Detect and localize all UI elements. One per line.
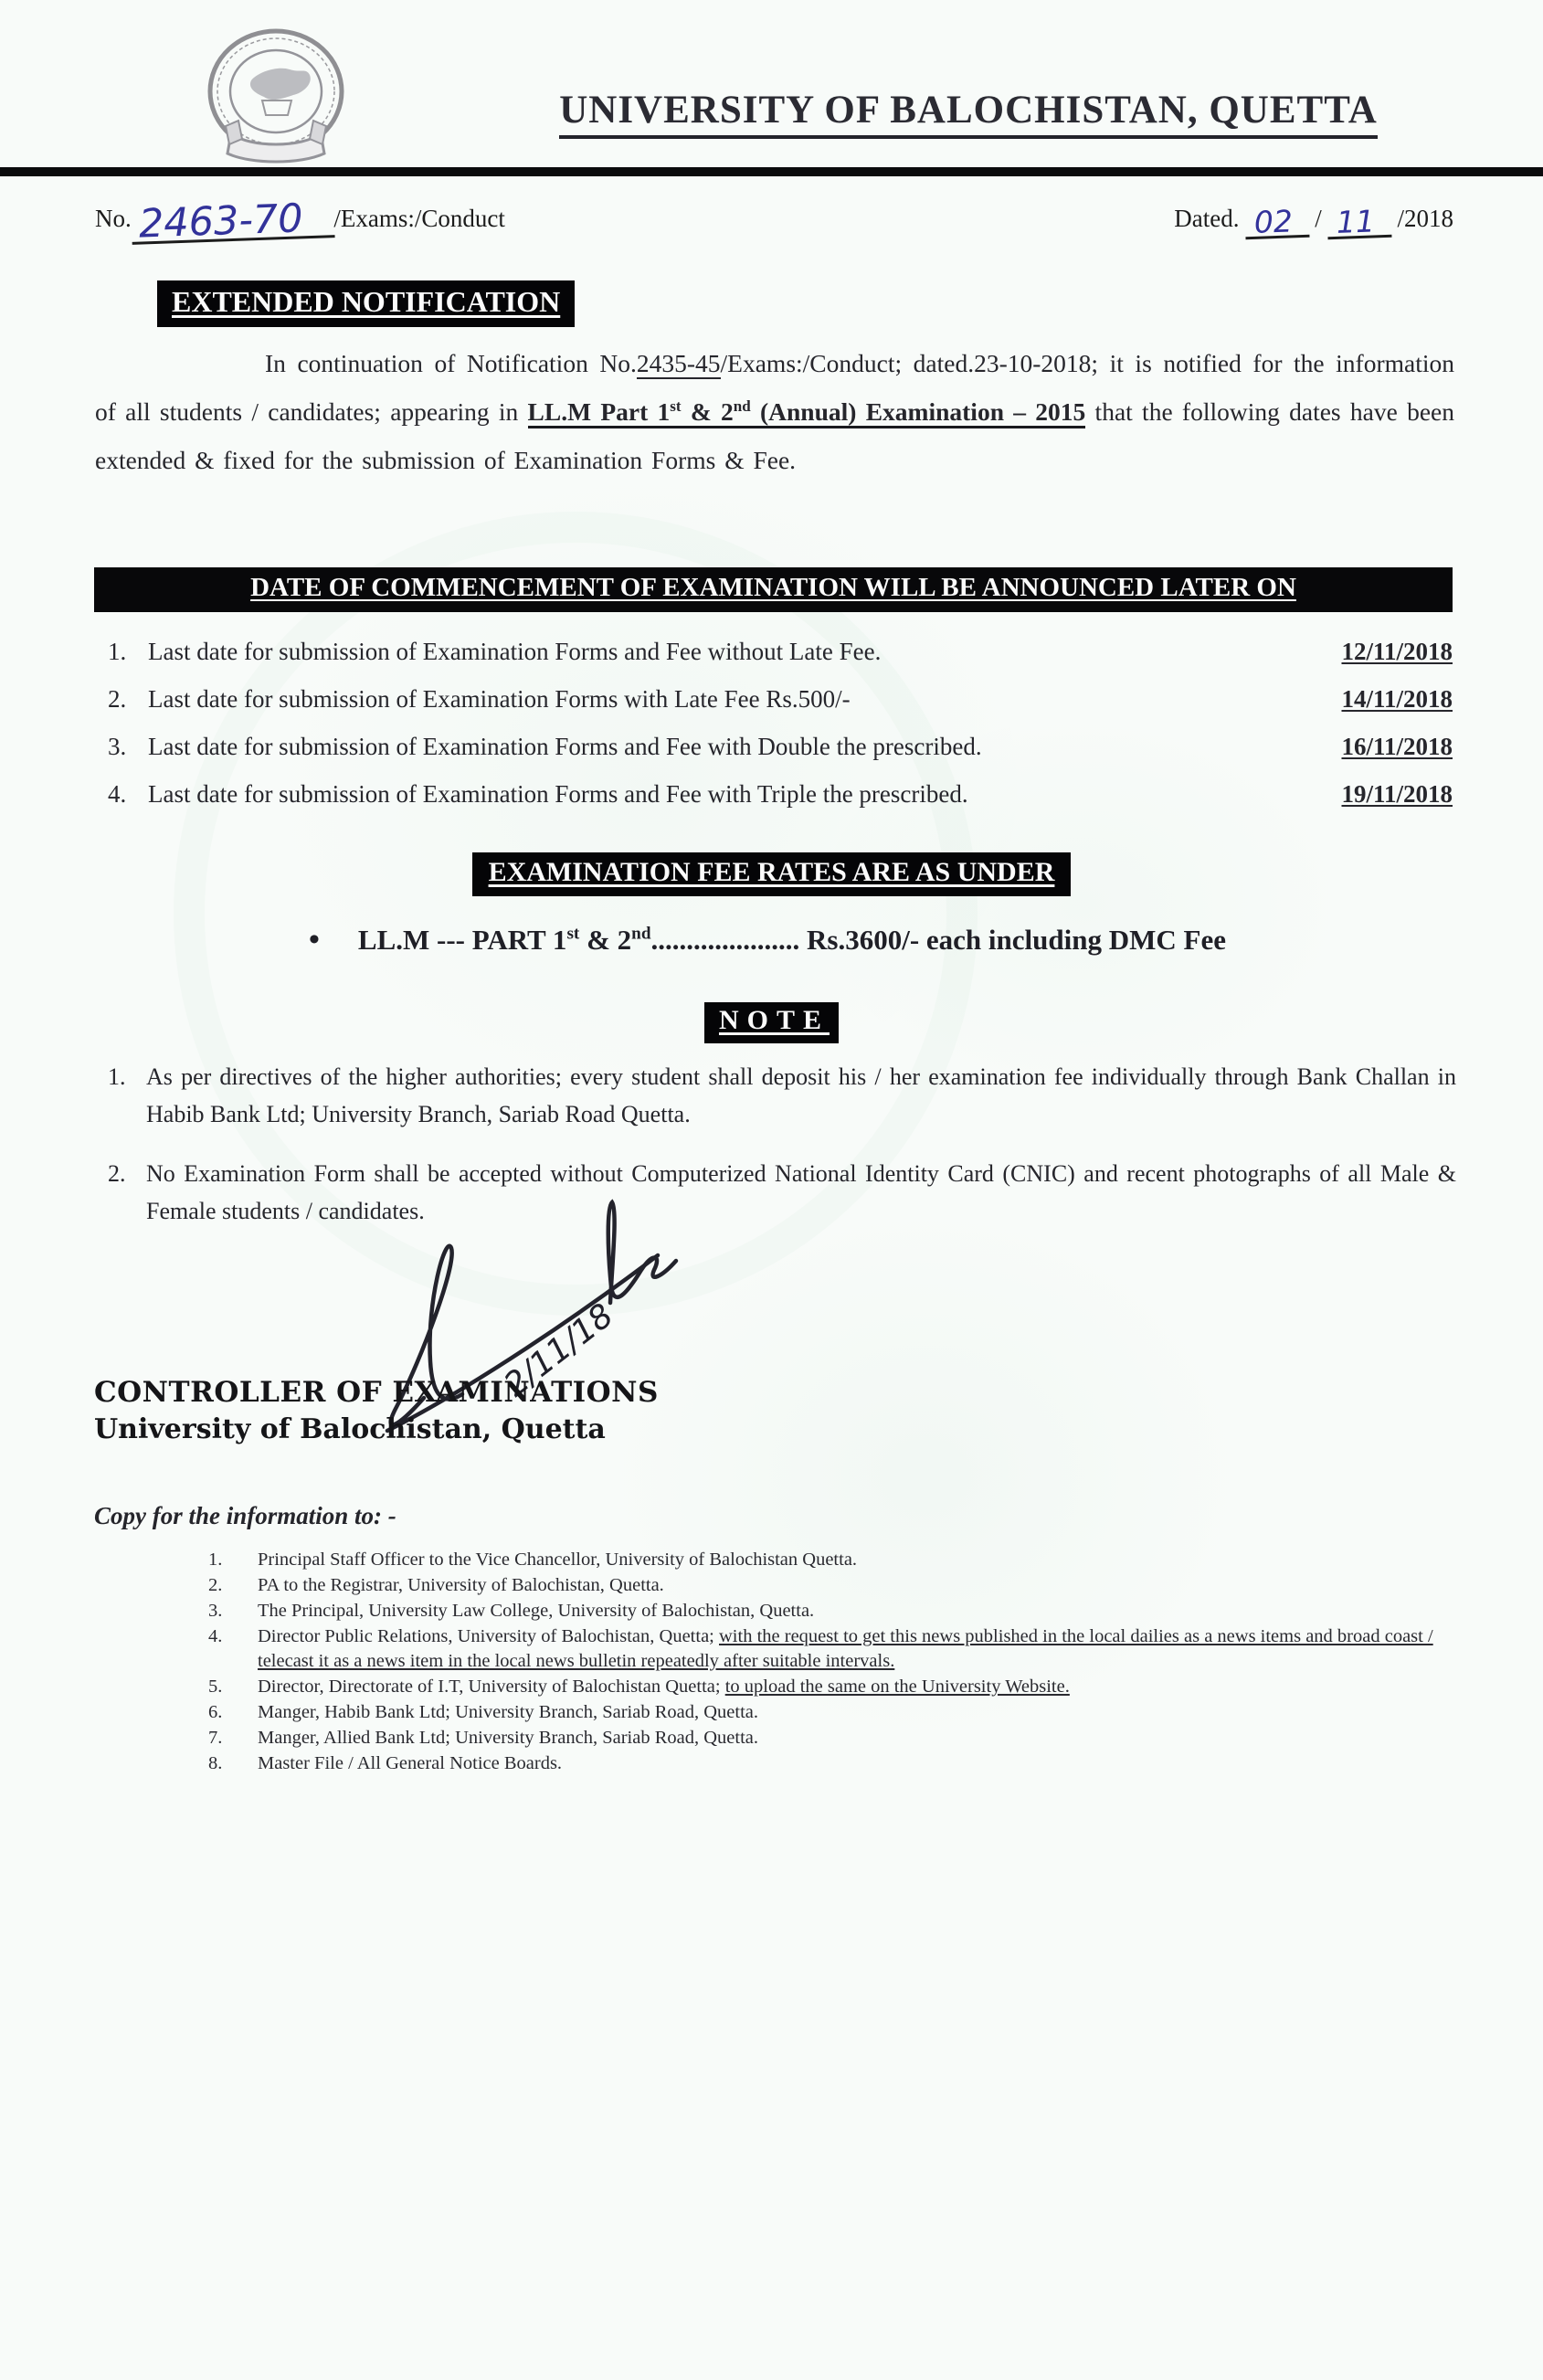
row-text: Director Public Relations, University of Balochistan, Quetta; with the request to get this news published in the local dailies as a news items and broad coast / telecast it as a news item in the local news bulletin repeatedly after suitable intervals. — [258, 1626, 1433, 1672]
referenced-notification-number: 2435-45 — [636, 349, 721, 377]
row-text: No Examination Form shall be accepted without Computerized National Identity Card (CNIC) and recent photographs of all Male & Female students / candidates. — [146, 1160, 1456, 1224]
row-text: Last date for submission of Examination Forms and Fee without Late Fee. — [148, 638, 882, 665]
signatory-block — [94, 1376, 659, 1445]
row-number: 6. — [208, 1702, 223, 1723]
fee-rates-badge — [472, 852, 1072, 896]
row-text: Manger, Allied Bank Ltd; University Branch, Sariab Road, Quetta. — [258, 1728, 759, 1749]
row-number: 3. — [108, 733, 127, 761]
row-date: 16/11/2018 — [1341, 733, 1453, 761]
bullet-icon: • — [309, 923, 320, 957]
dated-group — [1174, 205, 1453, 238]
handwritten-month: 11 — [1326, 209, 1391, 240]
copy-row — [208, 1599, 1478, 1624]
note-list — [108, 1059, 1456, 1253]
row-number: 2. — [108, 1160, 126, 1188]
handwritten-day: 02 — [1245, 209, 1310, 240]
row-number: 3. — [208, 1601, 223, 1622]
deadline-row — [108, 777, 1453, 812]
no-suffix: /Exams:/Conduct — [333, 205, 505, 232]
row-text: Manger, Habib Bank Ltd; University Branch, Sariab Road, Quetta. — [258, 1702, 758, 1723]
row-text: PA to the Registrar, University of Balochistan, Quetta. — [258, 1575, 664, 1596]
row-text: Director, Directorate of I.T, University of Balochistan Quetta; to upload the same on the University Website. — [258, 1677, 1070, 1698]
note-row — [108, 1156, 1456, 1230]
extended-notification-label: EXTENDED NOTIFICATION — [172, 285, 561, 318]
ref-number — [95, 196, 505, 248]
row-number: 2. — [108, 685, 127, 714]
row-text: Last date for submission of Examination Forms and Fee with Double the prescribed. — [148, 733, 982, 761]
row-number: 7. — [208, 1728, 223, 1749]
copy-row — [208, 1726, 1478, 1751]
row-number: 1. — [208, 1550, 223, 1570]
row-number: 1. — [108, 1063, 126, 1090]
header-divider — [0, 167, 1543, 176]
row-number: 5. — [208, 1677, 223, 1698]
row-date: 14/11/2018 — [1341, 685, 1453, 714]
commencement-announcement-bar — [94, 567, 1453, 612]
deadline-list — [108, 634, 1453, 825]
copy-distribution-list — [208, 1548, 1478, 1777]
handwritten-ref-number: 2463-70 — [131, 202, 334, 245]
para-text: /Exams:/Conduct; dated.23-10-2018; it is notified for the information of all students / candidates; appearing in — [95, 349, 1455, 427]
signatory-subtitle: University of Balochistan, Quetta — [94, 1413, 606, 1445]
copy-row — [208, 1573, 1478, 1598]
note-badge — [704, 1002, 839, 1043]
row-text: As per directives of the higher authorities; every student shall deposit his / her examination fee individually through Bank Challan in Habib Bank Ltd; University Branch, Sariab Road Quetta. — [146, 1063, 1456, 1127]
note-label: NOTE — [718, 1005, 830, 1035]
deadline-row — [108, 634, 1453, 670]
row-date: 19/11/2018 — [1341, 780, 1453, 809]
commencement-announcement-label: DATE OF COMMENCEMENT OF EXAMINATION WILL BE ANNOUNCED LATER ON — [250, 573, 1296, 602]
handwritten-signature-date: 2/11/18 — [497, 1296, 621, 1405]
no-label: No. — [95, 205, 132, 232]
row-number: 4. — [108, 780, 127, 809]
dated-label: Dated. — [1174, 205, 1240, 232]
university-seal-logo — [195, 24, 357, 179]
row-text: Master File / All General Notice Boards. — [258, 1753, 563, 1774]
deadline-row — [108, 682, 1453, 717]
page-title: UNIVERSITY OF BALOCHISTAN, QUETTA — [559, 88, 1378, 139]
body-paragraph — [95, 339, 1454, 484]
signatory-title: CONTROLLER OF EXAMINATIONS — [94, 1376, 659, 1409]
slash: / — [1315, 205, 1322, 232]
para-text: In continuation of Notification No. — [265, 349, 637, 377]
reference-line — [95, 196, 1453, 248]
row-text: Principal Staff Officer to the Vice Chancellor, University of Balochistan Quetta. — [258, 1550, 858, 1570]
fee-rates-label: EXAMINATION FEE RATES ARE AS UNDER — [488, 857, 1055, 887]
row-number: 1. — [108, 638, 127, 665]
exam-title-emphasis: LL.M Part 1st & 2nd (Annual) Examination – 2015 — [528, 397, 1086, 428]
copy-row — [208, 1751, 1478, 1776]
copy-row — [208, 1548, 1478, 1572]
row-text: The Principal, University Law College, University of Balochistan, Quetta. — [258, 1601, 815, 1622]
copy-section-heading: Copy for the information to: - — [94, 1502, 396, 1529]
note-row — [108, 1059, 1456, 1133]
dot-leaders: ..................... — [650, 924, 800, 956]
extended-notification-badge — [157, 280, 575, 327]
row-number: 8. — [208, 1753, 223, 1774]
row-number: 4. — [208, 1626, 223, 1647]
row-date: 12/11/2018 — [1341, 638, 1453, 665]
para-text: that the following dates have been extended & fixed for the submission of Examination Forms & Fee. — [95, 397, 1454, 475]
copy-row — [208, 1624, 1478, 1674]
row-text: Last date for submission of Examination Forms and Fee with Triple the prescribed. — [148, 780, 968, 809]
fee-bullet-line: • LL.M --- PART 1st & 2nd..................... Rs.3600/- each including DMC Fee — [309, 923, 1226, 957]
row-number: 2. — [208, 1575, 223, 1596]
copy-row — [208, 1675, 1478, 1699]
year-suffix: /2018 — [1397, 205, 1453, 232]
deadline-row — [108, 729, 1453, 765]
row-text: Last date for submission of Examination Forms with Late Fee Rs.500/- — [148, 685, 851, 714]
copy-row — [208, 1700, 1478, 1725]
